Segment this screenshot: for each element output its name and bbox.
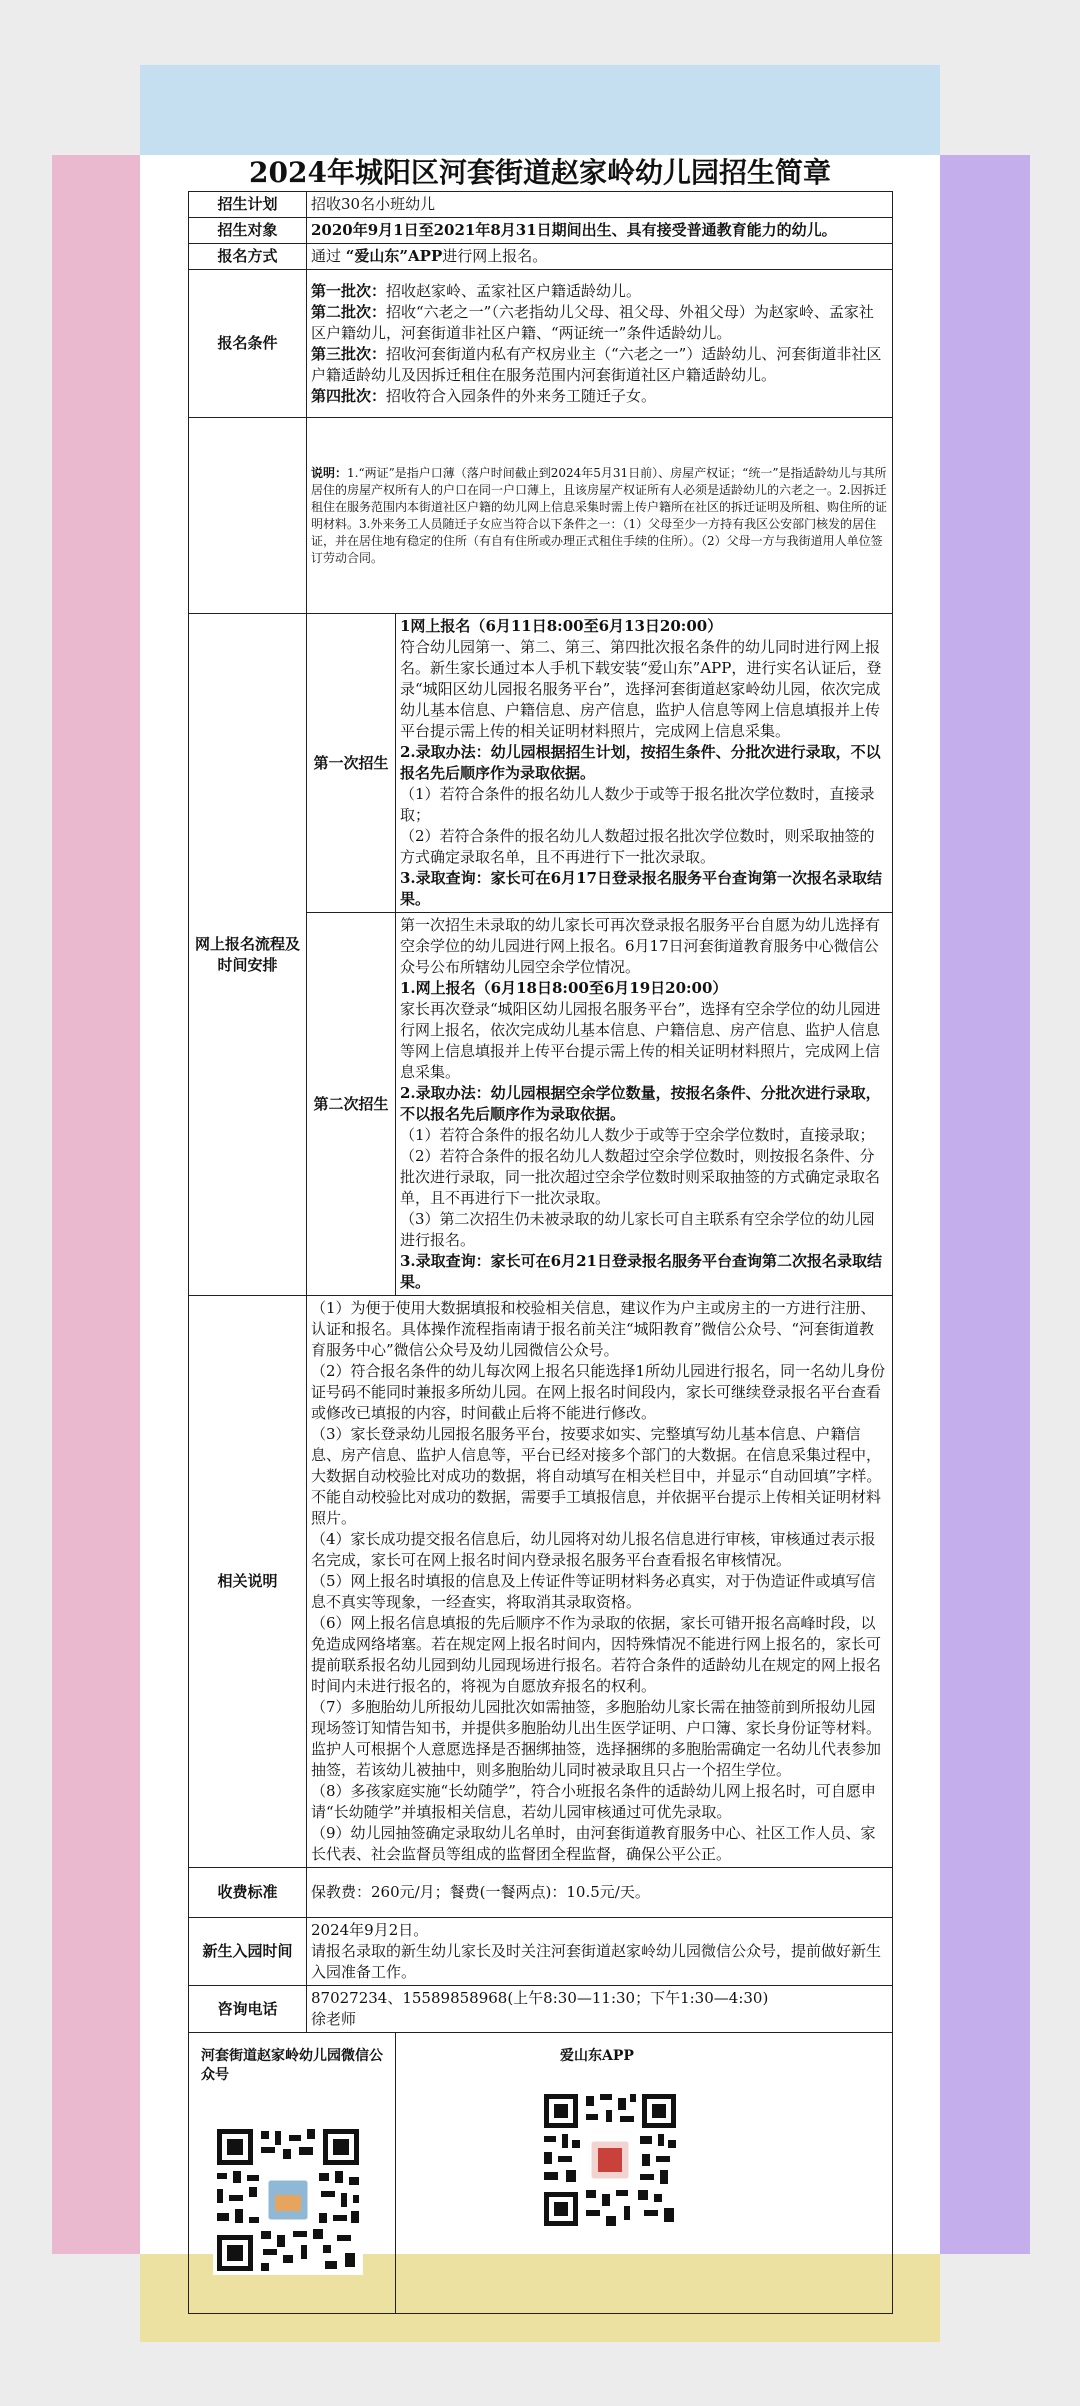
contact-value — [307, 1986, 893, 2033]
app-qr-title: 爱山东APP — [560, 2048, 634, 2064]
left-color-band — [52, 155, 140, 2254]
first-round-label: 第一次招生 — [307, 614, 396, 913]
method-value: 通过 “爱山东”APP进行网上报名。 — [307, 244, 893, 270]
first-rule-item: （1）若符合条件的报名幼儿人数少于或等于报名批次学位数时，直接录取； — [400, 785, 875, 824]
row-conditions-note — [189, 418, 893, 614]
related-item: （7）多胞胎幼儿所报幼儿园批次如需抽签，多胞胎幼儿家长需在抽签前到所报幼儿园现场签订知情告知书，并提供多胞胎幼儿出生医学证明、户口簿、家长身份证等材料。监护人可根据个人意愿选择是否捆绑抽签，选择捆绑的多胞胎需确定一名幼儿代表参加抽签，若该幼儿被抽中，则多胞胎幼儿同时被录取且只占一个招生学位。 — [311, 1698, 882, 1779]
row-plan — [189, 192, 893, 218]
method-label: 报名方式 — [189, 244, 307, 270]
right-color-band — [940, 155, 1030, 2254]
second-rule-item: （3）第二次招生仍未被录取的幼儿家长可自主联系有空余学位的幼儿园进行报名。 — [400, 1210, 875, 1249]
enrollment-table — [188, 191, 893, 2314]
page-title: 2024年城阳区河套街道赵家岭幼儿园招生简章 — [249, 156, 831, 189]
row-contact — [189, 1986, 893, 2033]
contact-phones: 87027234、15589858968(上午8:30—11:30；下午1:30—4:30) — [311, 1989, 769, 2007]
plan-label: 招生计划 — [189, 192, 307, 218]
related-item: （3）家长登录幼儿园报名服务平台，按要求如实、完整填写幼儿基本信息、户籍信息、房产信息、监护人信息等，平台已经对接多个部门的大数据。在信息采集过程中，大数据自动校验比对成功的数据，将自动填写在相关栏目中，并显示“自动回填”字样。不能自动校验比对成功的数据，需要手工填报信息，并依据平台提示上传相关证明材料照片。 — [311, 1425, 882, 1527]
condition-item: 第一批次：招收赵家岭、孟家社区户籍适龄幼儿。 — [311, 281, 642, 300]
related-item: （8）多孩家庭实施“长幼随学”，符合小班报名条件的适龄幼儿网上报名时，可自愿申请“长幼随学”并填报相关信息，若幼儿园审核通过可优先录取。 — [311, 1782, 876, 1821]
entry-value — [307, 1918, 893, 1986]
fee-value: 保教费：260元/月；餐费(一餐两点)：10.5元/天。 — [307, 1868, 893, 1918]
entry-label: 新生入园时间 — [189, 1918, 307, 1986]
conditions-label: 报名条件 — [189, 270, 307, 418]
contact-label: 咨询电话 — [189, 1986, 307, 2033]
first-result-query: 3.录取查询：家长可在6月17日登录报名服务平台查询第一次报名录取结果。 — [400, 869, 882, 908]
entry-note: 请报名录取的新生幼儿家长及时关注河套街道赵家岭幼儿园微信公众号，提前做好新生入园准备工作。 — [311, 1942, 882, 1981]
related-item: （9）幼儿园抽签确定录取幼儿名单时，由河套街道教育服务中心、社区工作人员、家长代表、社会监督员等组成的监督团全程监督，确保公平公正。 — [311, 1824, 876, 1863]
second-round-label: 第二次招生 — [307, 913, 396, 1296]
row-entry — [189, 1918, 893, 1986]
app-qr-code[interactable] — [540, 2090, 680, 2230]
wechat-qr-cell — [189, 2033, 396, 2314]
related-item: （1）为便于使用大数据填报和校验相关信息，建议作为户主或房主的一方进行注册、认证和报名。具体操作流程指南请于报名前关注“城阳教育”微信公众号、“河套街道教育服务中心”微信公众号及幼儿园微信公众号。 — [311, 1299, 876, 1359]
second-admission-rule: 2.录取办法：幼儿园根据空余学位数量，按报名条件、分批次进行录取，不以报名先后顺序作为录取依据。 — [400, 1084, 881, 1123]
condition-item: 第二批次：招收“六老之一”（六老指幼儿父母、祖父母、外祖父母）为赵家岭、孟家社区户籍幼儿，河套街道非社区户籍、“两证统一”条件适龄幼儿。 — [311, 302, 874, 342]
plan-value: 招收30名小班幼儿 — [307, 192, 893, 218]
app-qr-cell — [396, 2033, 893, 2314]
second-result-query: 3.录取查询：家长可在6月21日登录报名服务平台查询第二次报名录取结果。 — [400, 1252, 882, 1291]
related-item: （4）家长成功提交报名信息后，幼儿园将对幼儿报名信息进行审核，审核通过表示报名完成，家长可在网上报名时间内登录报名服务平台查看报名审核情况。 — [311, 1530, 876, 1569]
second-rule-item: （1）若符合条件的报名幼儿人数少于或等于空余学位数时，直接录取； — [400, 1126, 875, 1144]
row-fee — [189, 1868, 893, 1918]
row-conditions — [189, 270, 893, 418]
related-item: （6）网上报名信息填报的先后顺序不作为录取的依据，家长可错开报名高峰时段，以免造成网络堵塞。若在规定网上报名时间内，因特殊情况不能进行网上报名的，家长可提前联系报名幼儿园到幼儿园现场进行报名。若符合条件的适龄幼儿在规定的网上报名时间内未进行报名的，将视为自愿放弃报名的权利。 — [311, 1614, 882, 1695]
entry-date: 2024年9月2日。 — [311, 1921, 429, 1939]
related-label: 相关说明 — [189, 1296, 307, 1868]
second-signup-text: 家长再次登录“城阳区幼儿园报名服务平台”，选择有空余学位的幼儿园进行网上报名，依次完成幼儿基本信息、户籍信息、房产信息、监护人信息等网上信息填报并上传平台提示需上传的相关证明材料照片，完成网上信息采集。 — [400, 1000, 881, 1081]
wechat-qr-title: 河套街道赵家岭幼儿园微信公众号 — [201, 2048, 383, 2083]
first-rule-item: （2）若符合条件的报名幼儿人数超过报名批次学位数时，则采取抽签的方式确定录取名单，且不再进行下一批次录取。 — [400, 827, 875, 866]
conditions-list — [307, 270, 893, 418]
second-round-content — [396, 913, 893, 1296]
contact-person: 徐老师 — [311, 2010, 357, 2028]
document-page — [140, 155, 940, 2254]
related-item: （5）网上报名时填报的信息及上传证件等证明材料务必真实，对于伪造证件或填写信息不真实等现象，一经查实，将取消其录取资格。 — [311, 1572, 876, 1611]
second-signup-heading: 1.网上报名（6月18日8:00至6月19日20:00） — [400, 979, 728, 997]
target-value: 2020年9月1日至2021年8月31日期间出生、具有接受普通教育能力的幼儿。 — [307, 218, 893, 244]
second-rule-item: （2）若符合条件的报名幼儿人数超过空余学位数时，则按报名条件、分批次进行录取，同一批次超过空余学位数时则采取抽签的方式确定录取名单，且不再进行下一批次录取。 — [400, 1147, 881, 1207]
related-item: （2）符合报名条件的幼儿每次网上报名只能选择1所幼儿园进行报名，同一名幼儿身份证号码不能同时兼报多所幼儿园。在网上报名时间段内，家长可继续登录报名平台查看或修改已填报的内容，时间截止后将不能进行修改。 — [311, 1362, 886, 1422]
second-intro: 第一次招生未录取的幼儿家长可再次登录报名服务平台自愿为幼儿选择有空余学位的幼儿园进行网上报名。6月17日河套街道教育服务中心微信公众号公布所辖幼儿园空余学位情况。 — [400, 916, 881, 976]
row-method — [189, 244, 893, 270]
row-related — [189, 1296, 893, 1868]
row-target — [189, 218, 893, 244]
related-list — [307, 1296, 893, 1868]
first-admission-rule: 2.录取办法：幼儿园根据招生计划，按招生条件、分批次进行录取，不以报名先后顺序作为录取依据。 — [400, 743, 881, 782]
first-signup-text: 符合幼儿园第一、第二、第三、第四批次报名条件的幼儿同时进行网上报名。新生家长通过本人手机下载安装“爱山东”APP，进行实名认证后，登录“城阳区幼儿园报名服务平台”，选择河套街道赵家岭幼儿园，依次完成幼儿基本信息、户籍信息、房产信息，监护人信息等网上信息填报并上传平台提示需上传的相关证明材料照片，完成网上信息采集。 — [400, 638, 882, 740]
first-signup-heading: 1网上报名（6月11日8:00至6月13日20:00） — [400, 617, 723, 635]
condition-item: 第四批次：招收符合入园条件的外来务工随迁子女。 — [311, 386, 657, 405]
condition-item: 第三批次：招收河套街道内私有产权房业主（“六老之一”）适龄幼儿、河套街道非社区户籍适龄幼儿及因拆迁租住在服务范围内河套街道社区户籍适龄幼儿。 — [311, 344, 882, 384]
target-label: 招生对象 — [189, 218, 307, 244]
row-qr-codes — [189, 2033, 893, 2314]
wechat-qr-code[interactable] — [213, 2125, 363, 2275]
fee-label: 收费标准 — [189, 1868, 307, 1918]
process-label: 网上报名流程及时间安排 — [189, 614, 307, 1296]
empty-cell — [189, 418, 307, 614]
row-first-round — [189, 614, 893, 913]
first-round-content — [396, 614, 893, 913]
conditions-note: 说明：1.“两证”是指户口薄（落户时间截止到2024年5月31日前）、房屋产权证；“统一”是指适龄幼儿与其所居住的房屋产权所有人的户口在同一户口薄上，且该房屋产权证所有人必须是适龄幼儿的六老之一。2.因拆迁租住在服务范围内本街道社区户籍的幼儿网上信息采集时需上传户籍所在社区的拆迁证明及所租、购住所的证明材料。3.外来务工人员随迁子女应当符合以下条件之一：（1）父母至少一方持有我区公安部门核发的居住证，并在居住地有稳定的住所（有自有住所或办理正式租住手续的住所）。（2）父母一方与我街道用人单位签订劳动合同。 — [307, 418, 893, 614]
top-color-band — [140, 65, 940, 155]
